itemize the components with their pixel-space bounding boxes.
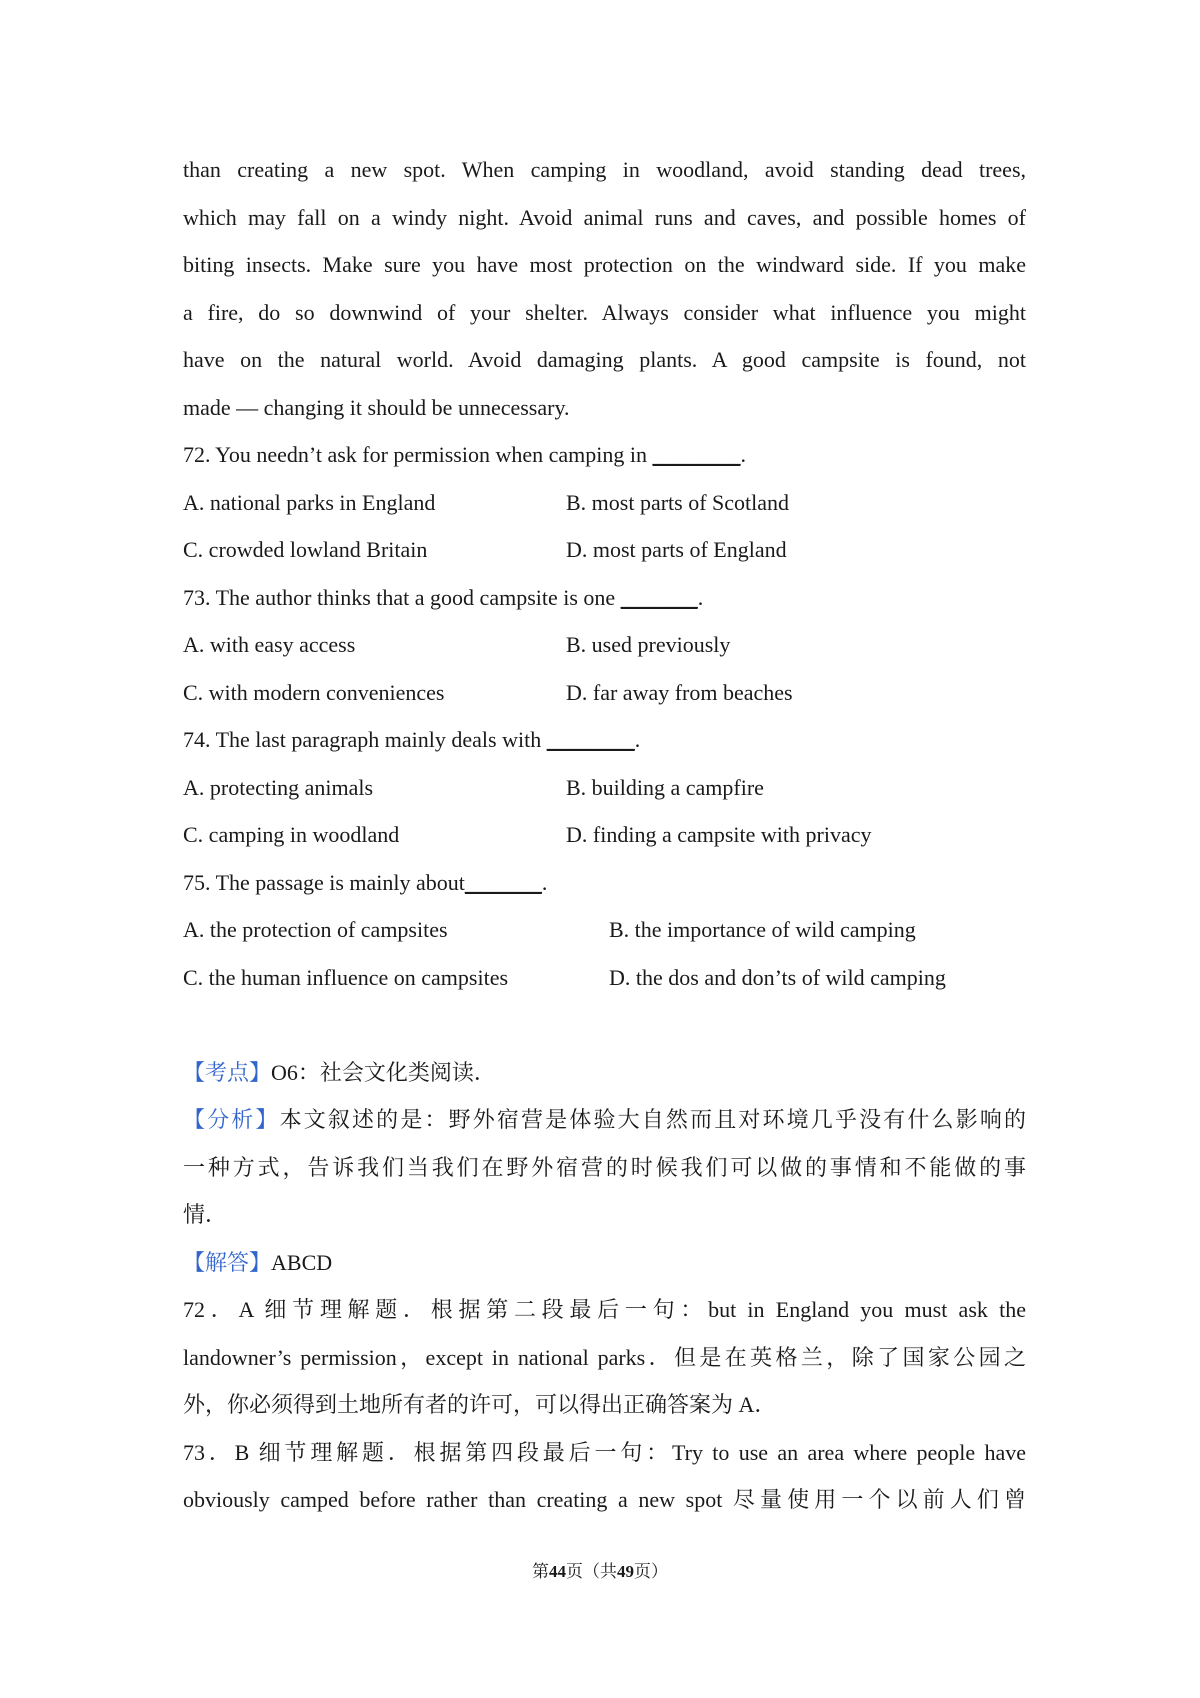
option-c: C. camping in woodland — [183, 822, 400, 847]
option-b: B. the importance of wild camping — [609, 917, 916, 942]
page-footer: 第44页（共49页） — [532, 1562, 668, 1581]
jieda-row: 【解答】ABCD — [183, 1250, 333, 1275]
option-c: C. crowded lowland Britain — [183, 537, 428, 562]
jieda-label: 【解答】 — [183, 1250, 272, 1275]
option-d: D. far away from beaches — [566, 680, 793, 705]
option-c: C. the human influence on campsites — [183, 965, 509, 990]
kaodian-row: 【考点】O6：社会文化类阅读． — [183, 1060, 496, 1085]
answer-blank: ________ — [546, 727, 635, 752]
fenxi-line: 一种方式，告诉我们当我们在野外宿营的时候我们可以做的事情和不能做的事 — [183, 1155, 1026, 1180]
option-d: D. the dos and don’ts of wild camping — [609, 965, 946, 990]
option-b: B. most parts of Scotland — [566, 490, 790, 515]
question-74-stem: 74. The last paragraph mainly deals with ________. — [183, 725, 640, 755]
option-c: C. with modern conveniences — [183, 680, 445, 705]
answer-72-line: 外，你必须得到土地所有者的许可，可以得出正确答案为 A． — [183, 1392, 777, 1417]
option-b: B. building a campfire — [566, 775, 764, 800]
fenxi-line: 情． — [183, 1202, 228, 1227]
passage-line: which may fall on a windy night. Avoid animal runs and caves, and possible homes of — [183, 205, 1026, 230]
option-a: A. the protection of campsites — [183, 917, 448, 942]
question-72-stem: 72. You needn’t ask for permission when camping in ________. — [183, 440, 746, 470]
page-number: 44 — [549, 1562, 566, 1581]
total-pages: 49 — [617, 1562, 634, 1581]
passage-line: a fire, do so downwind of your shelter. Always consider what influence you might — [183, 300, 1026, 325]
passage-line: made — changing it should be unnecessary. — [183, 395, 570, 420]
option-a: A. protecting animals — [183, 775, 374, 800]
answer-73-line: obviously camped before rather than creating a new spot 尽量使用一个以前人们曾 — [183, 1487, 1026, 1512]
passage-line: have on the natural world. Avoid damaging plants. A good campsite is found, not — [183, 347, 1026, 372]
option-b: B. used previously — [566, 632, 731, 657]
question-75-stem: 75. The passage is mainly about_______. — [183, 868, 547, 898]
passage-line: biting insects. Make sure you have most protection on the windward side. If you make — [183, 252, 1026, 277]
answer-blank: ________ — [652, 442, 741, 467]
passage-line: than creating a new spot. When camping in woodland, avoid standing dead trees, — [183, 157, 1026, 182]
answer-72-line: 72．A 细节理解题．根据第二段最后一句：but in England you must ask the — [183, 1297, 1026, 1322]
answer-blank: _______ — [464, 870, 542, 895]
answer-blank: _______ — [620, 585, 698, 610]
fenxi-row: 【分析】本文叙述的是：野外宿营是体验大自然而且对环境几乎没有什么影响的 — [183, 1107, 1026, 1132]
fenxi-label: 【分析】 — [183, 1107, 280, 1132]
answer-73-line: 73．B 细节理解题．根据第四段最后一句：Try to use an area where people have — [183, 1440, 1026, 1465]
option-d: D. most parts of England — [566, 537, 787, 562]
answer-72-line: landowner’s permission，except in national parks．但是在英格兰，除了国家公园之 — [183, 1345, 1026, 1370]
kaodian-label: 【考点】 — [183, 1060, 272, 1085]
question-73-stem: 73. The author thinks that a good campsite is one _______. — [183, 583, 703, 613]
option-a: A. with easy access — [183, 632, 356, 657]
option-d: D. finding a campsite with privacy — [566, 822, 872, 847]
option-a: A. national parks in England — [183, 490, 436, 515]
